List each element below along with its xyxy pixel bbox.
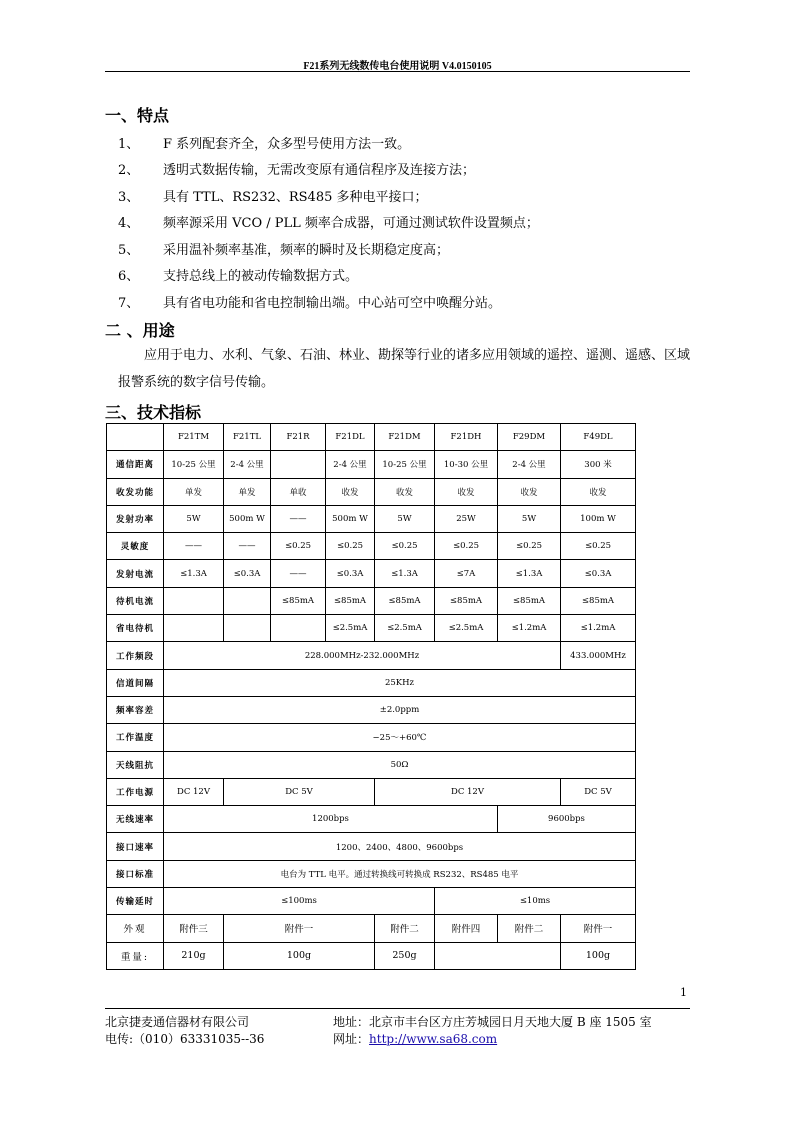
model-header: F21DM: [375, 424, 435, 451]
table-row: [107, 806, 636, 833]
page-header: F21系列无线数传电台使用说明 V4.0150105: [303, 61, 492, 72]
table-cell: ≤0.25: [271, 533, 326, 560]
feature-number: 6、: [118, 269, 140, 284]
footer-rule: [105, 1008, 690, 1009]
row-label: 接口速率: [107, 833, 164, 860]
table-row: [107, 669, 636, 696]
table-cell: 收发: [498, 478, 561, 505]
table-cell: 单收: [271, 478, 326, 505]
table-cell: 210g: [164, 942, 224, 969]
table-cell: ≤85mA: [326, 587, 375, 614]
table-cell: ——: [271, 505, 326, 532]
table-cell: ≤85mA: [271, 587, 326, 614]
table-cell: ——: [164, 533, 224, 560]
row-label: 接口标准: [107, 860, 164, 887]
table-cell: 100g: [224, 942, 375, 969]
table-cell: DC 5V: [224, 778, 375, 805]
table-cell: 500m W: [326, 505, 375, 532]
table-cell: 100m W: [561, 505, 636, 532]
row-label: 待机电流: [107, 587, 164, 614]
table-cell: ≤85mA: [498, 587, 561, 614]
model-header: F21TL: [224, 424, 271, 451]
table-cell: 25KHz: [164, 669, 636, 696]
table-row: [107, 533, 636, 560]
feature-text: 支持总线上的被动传输数据方式。: [163, 269, 359, 284]
row-label: 外观: [107, 915, 164, 942]
table-row: [107, 451, 636, 478]
table-cell: ≤2.5mA: [326, 615, 375, 642]
table-row: [107, 888, 636, 915]
feature-text: 具有 TTL、RS232、RS485 多种电平接口；: [163, 190, 428, 205]
table-row: [107, 724, 636, 751]
table-cell: ≤1.2mA: [561, 615, 636, 642]
table-cell: 2-4 公里: [498, 451, 561, 478]
table-cell: 433.000MHz: [561, 642, 636, 669]
table-cell: 250g: [375, 942, 435, 969]
footer-address: 地址：北京市丰台区方庄芳城园日月天地大厦 B 座 1505 室: [333, 1015, 652, 1029]
row-label: 工作电源: [107, 778, 164, 805]
model-header: F21TM: [164, 424, 224, 451]
table-cell: ≤1.3A: [164, 560, 224, 587]
table-cell: 附件一: [224, 915, 375, 942]
feature-text: 频率源采用 VCO / PLL 频率合成器，可通过测试软件设置频点；: [163, 216, 539, 231]
footer-website-label: 网址：: [333, 1032, 370, 1046]
table-row: [107, 642, 636, 669]
table-cell: 单发: [164, 478, 224, 505]
table-cell: DC 5V: [561, 778, 636, 805]
model-header: F49DL: [561, 424, 636, 451]
table-cell: 电台为 TTL 电平。通过转换线可转换成 RS232、RS485 电平: [164, 860, 636, 887]
table-cell: ≤0.3A: [561, 560, 636, 587]
table-corner-cell: [107, 424, 164, 451]
feature-number: 2、: [118, 163, 140, 178]
table-cell: DC 12V: [164, 778, 224, 805]
table-cell: 5W: [498, 505, 561, 532]
row-label: 收发功能: [107, 478, 164, 505]
feature-text: 采用温补频率基准，频率的瞬时及长期稳定度高；: [163, 243, 450, 258]
row-label: 信道间隔: [107, 669, 164, 696]
table-cell: ≤2.5mA: [435, 615, 498, 642]
header-rule: [105, 71, 690, 72]
table-cell: 1200、2400、4800、9600bps: [164, 833, 636, 860]
row-label: 工作频段: [107, 642, 164, 669]
table-row: [107, 833, 636, 860]
feature-text: F 系列配套齐全，众多型号使用方法一致。: [163, 137, 411, 152]
table-row: [107, 860, 636, 887]
table-cell: [164, 615, 224, 642]
table-cell: [435, 942, 561, 969]
model-header: F21R: [271, 424, 326, 451]
table-cell: 单发: [224, 478, 271, 505]
table-cell: −25～+60℃: [164, 724, 636, 751]
row-label: 频率容差: [107, 696, 164, 723]
table-cell: ≤0.25: [561, 533, 636, 560]
table-cell: DC 12V: [375, 778, 561, 805]
feature-number: 3、: [118, 190, 140, 205]
table-row: [107, 915, 636, 942]
table-row: [107, 778, 636, 805]
row-label: 重量:: [107, 942, 164, 969]
table-row: [107, 615, 636, 642]
table-cell: 5W: [164, 505, 224, 532]
table-cell: ≤0.3A: [326, 560, 375, 587]
page-number: 1: [680, 986, 687, 999]
table-row: [107, 560, 636, 587]
row-label: 天线阻抗: [107, 751, 164, 778]
table-cell: 25W: [435, 505, 498, 532]
section-title-usage: 二 、用途: [105, 321, 175, 340]
spec-table: [106, 423, 636, 970]
table-cell: 附件一: [561, 915, 636, 942]
feature-text: 具有省电功能和省电控制输出端。中心站可空中唤醒分站。: [163, 296, 502, 311]
table-cell: ≤0.25: [435, 533, 498, 560]
table-cell: ≤10ms: [435, 888, 636, 915]
table-row: [107, 751, 636, 778]
table-cell: ≤1.2mA: [498, 615, 561, 642]
table-cell: [224, 615, 271, 642]
row-label: 发射电流: [107, 560, 164, 587]
table-cell: ≤85mA: [435, 587, 498, 614]
table-cell: ≤1.3A: [498, 560, 561, 587]
table-cell: 附件四: [435, 915, 498, 942]
table-cell: 1200bps: [164, 806, 498, 833]
row-label: 传输延时: [107, 888, 164, 915]
table-cell: 收发: [326, 478, 375, 505]
row-label: 省电待机: [107, 615, 164, 642]
usage-paragraph: 应用于电力、水利、气象、石油、林业、勘探等行业的诸多应用领域的遥控、遥测、遥感、区域报警系统的数字信号传输。: [118, 348, 691, 390]
feature-number: 7、: [118, 296, 140, 311]
table-cell: ≤100ms: [164, 888, 435, 915]
table-cell: [224, 587, 271, 614]
table-cell: 收发: [435, 478, 498, 505]
table-cell: 附件二: [498, 915, 561, 942]
table-row: [107, 505, 636, 532]
table-cell: 300 米: [561, 451, 636, 478]
table-cell: ——: [224, 533, 271, 560]
table-cell: 50Ω: [164, 751, 636, 778]
table-cell: ≤2.5mA: [375, 615, 435, 642]
table-cell: 2-4 公里: [326, 451, 375, 478]
table-row: [107, 587, 636, 614]
table-row: [107, 942, 636, 969]
table-cell: ——: [271, 560, 326, 587]
feature-number: 1、: [118, 137, 140, 152]
feature-text: 透明式数据传输，无需改变原有通信程序及连接方法；: [163, 163, 476, 178]
model-header: F21DH: [435, 424, 498, 451]
table-cell: 5W: [375, 505, 435, 532]
row-label: 通信距离: [107, 451, 164, 478]
table-cell: ≤85mA: [561, 587, 636, 614]
footer-website: [333, 1030, 497, 1047]
row-label: 工作温度: [107, 724, 164, 751]
table-cell: 10-25 公里: [164, 451, 224, 478]
table-cell: 500m W: [224, 505, 271, 532]
table-cell: ≤0.25: [375, 533, 435, 560]
table-row: [107, 696, 636, 723]
table-cell: ≤1.3A: [375, 560, 435, 587]
table-cell: 228.000MHz-232.000MHz: [164, 642, 561, 669]
footer-phone: 电传:（010）63331035--36: [105, 1032, 265, 1046]
model-header: F21DL: [326, 424, 375, 451]
table-cell: 附件二: [375, 915, 435, 942]
table-cell: ≤0.25: [498, 533, 561, 560]
table-cell: ≤7A: [435, 560, 498, 587]
table-cell: [164, 587, 224, 614]
row-label: 发射功率: [107, 505, 164, 532]
table-cell: ≤85mA: [375, 587, 435, 614]
table-row: [107, 478, 636, 505]
footer-company: 北京捷麦通信器材有限公司: [105, 1015, 250, 1029]
row-label: 无线速率: [107, 806, 164, 833]
table-row: [107, 424, 636, 451]
table-cell: [271, 615, 326, 642]
table-cell: 附件三: [164, 915, 224, 942]
table-cell: 10-25 公里: [375, 451, 435, 478]
row-label: 灵敏度: [107, 533, 164, 560]
table-cell: 收发: [561, 478, 636, 505]
table-cell: 2-4 公里: [224, 451, 271, 478]
table-cell: [271, 451, 326, 478]
model-header: F29DM: [498, 424, 561, 451]
table-cell: 100g: [561, 942, 636, 969]
table-cell: ≤0.25: [326, 533, 375, 560]
table-cell: 9600bps: [498, 806, 636, 833]
table-cell: ±2.0ppm: [164, 696, 636, 723]
table-cell: ≤0.3A: [224, 560, 271, 587]
feature-number: 4、: [118, 216, 140, 231]
section-title-specs: 三、技术指标: [105, 403, 202, 422]
section-title-features: 一、特点: [105, 106, 170, 125]
feature-number: 5、: [118, 243, 140, 258]
table-cell: 收发: [375, 478, 435, 505]
table-cell: 10-30 公里: [435, 451, 498, 478]
website-link[interactable]: http://www.sa68.com: [369, 1032, 498, 1046]
